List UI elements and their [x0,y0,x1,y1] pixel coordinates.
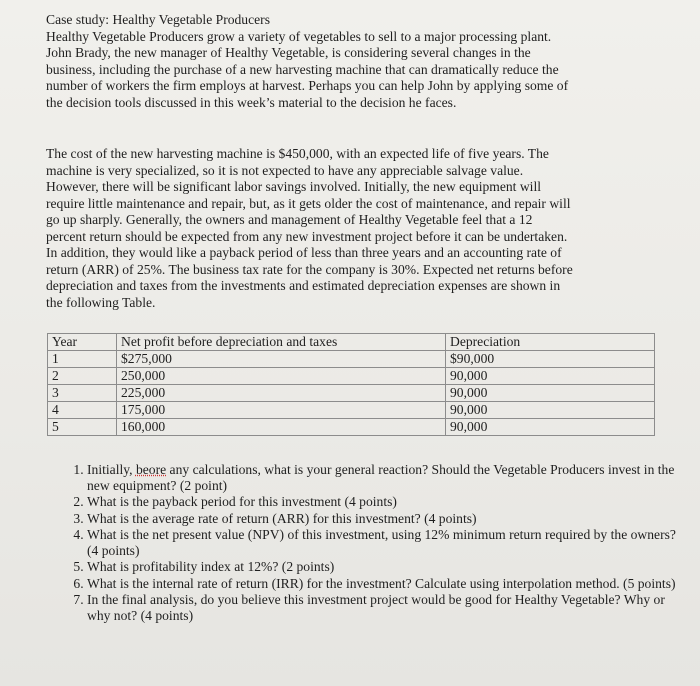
question-item [87,494,687,510]
year-cell: 5 [48,419,117,436]
question-text: What is the internal rate of return (IRR) for the investment? Calculate using interpolation method. (5 points) [87,575,676,591]
year-header: Year [48,334,117,351]
year-cell: 4 [48,402,117,419]
question-text: What is the average rate of return (ARR) for this investment? (4 points) [87,510,477,526]
depreciation-cell: 90,000 [446,419,655,436]
question-text: What is the payback period for this investment (4 points) [87,494,397,509]
intro-line: John Brady, the new manager of Healthy Vegetable, is considering several changes in the [46,45,531,60]
misspelled-word: beore [135,462,167,477]
table-row [48,419,655,436]
table-row [48,368,655,385]
question-text: Initially, [87,462,136,477]
net-profit-cell: 250,000 [117,368,446,385]
depreciation-header: Depreciation [446,334,655,351]
table-header-row [48,334,655,351]
question-item [87,576,687,592]
question-text: What is the net present value (NPV) of this investment, using 12% minimum return required by the owners? (4 points) [87,527,676,558]
paragraph-line: machine is very specialized, so it is not expected to have any appreciable salvage value. [46,162,524,178]
paragraph-line: go up sharply. Generally, the owners and management of Healthy Vegetable feel that a 12 [46,212,533,227]
question-text: In the final analysis, do you believe this investment project would be good for Healthy Vegetable? Why or why not? (4 points) [87,592,665,623]
paragraph-line: require little maintenance and repair, but, as it gets older the cost of maintenance, and repair will [46,195,571,211]
intro-line: the decision tools discussed in this week’s material to the decision he faces. [46,94,457,110]
paragraph-line: the following Table. [46,294,156,310]
paragraph-line: In addition, they would like a payback period of less than three years and an accounting rate of [46,245,562,260]
year-cell: 3 [48,385,117,402]
question-item [87,559,687,575]
depreciation-cell: 90,000 [446,402,655,419]
net-profit-cell: 160,000 [117,419,446,436]
table-row [48,402,655,419]
paragraph-line: depreciation and taxes from the investments and estimated depreciation expenses are shown in [46,278,561,293]
net-profit-cell: 225,000 [117,385,446,402]
paragraph-line: return (ARR) of 25%. The business tax rate for the company is 30%. Expected net returns before [46,261,573,277]
returns-table [47,333,655,436]
intro-line: business, including the purchase of a new harvesting machine that can dramatically reduce the [46,61,559,77]
cost-paragraph [46,146,656,311]
case-study-title: Case study: Healthy Vegetable Producers [46,12,270,27]
year-cell: 2 [48,368,117,385]
table-row [48,351,655,368]
intro-line: Healthy Vegetable Producers grow a variety of vegetables to sell to a major processing plant. [46,28,552,44]
question-item [87,592,687,623]
question-item [87,511,687,527]
question-text: What is profitability index at 12%? (2 points) [87,559,335,574]
year-cell: 1 [48,351,117,368]
paragraph-line: However, there will be significant labor savings involved. Initially, the new equipment will [46,179,542,194]
depreciation-cell: 90,000 [446,385,655,402]
paragraph-line: The cost of the new harvesting machine is $450,000, with an expected life of five years. The [46,146,549,161]
question-item [87,462,687,493]
question-text: any calculations, what is your general reaction? Should the Vegetable Producers invest in the new equipment? (2 point) [87,462,675,493]
table-row [48,385,655,402]
net-profit-cell: 175,000 [117,402,446,419]
intro-section [46,12,656,111]
net-profit-header: Net profit before depreciation and taxes [117,334,446,351]
depreciation-cell: $90,000 [446,351,655,368]
question-item [87,527,687,558]
depreciation-cell: 90,000 [446,368,655,385]
net-profit-cell: $275,000 [117,351,446,368]
paragraph-line: percent return should be expected from any new investment project before it can be undertaken. [46,228,568,244]
question-list [60,462,687,624]
intro-line: number of workers the firm employs at harvest. Perhaps you can help John by applying some of [46,78,569,93]
